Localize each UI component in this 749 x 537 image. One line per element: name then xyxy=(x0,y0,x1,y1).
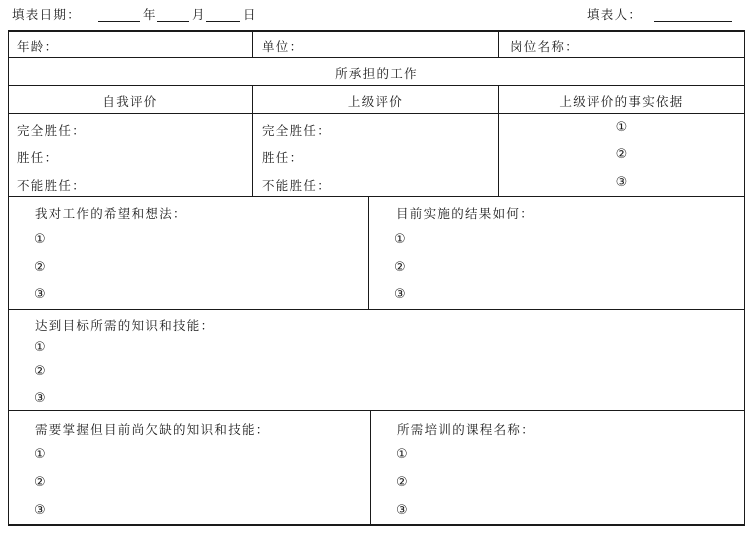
skills-lacking-item[interactable]: ③ xyxy=(34,503,46,518)
divider xyxy=(368,196,369,310)
superior-eval-competent[interactable]: 胜任： xyxy=(262,150,304,165)
day-blank[interactable] xyxy=(206,21,240,22)
training-item[interactable]: ① xyxy=(396,447,408,462)
month-label: 月 xyxy=(192,7,206,22)
skills-needed-title: 达到目标所需的知识和技能： xyxy=(35,318,215,333)
table-bottom-border xyxy=(8,524,745,526)
results-item[interactable]: ③ xyxy=(394,287,406,302)
basis-item[interactable]: ③ xyxy=(615,175,628,190)
skills-lacking-item[interactable]: ② xyxy=(34,475,46,490)
table-right-border xyxy=(744,30,745,526)
superior-eval-fully-competent[interactable]: 完全胜任： xyxy=(262,123,332,138)
results-item[interactable]: ② xyxy=(394,260,406,275)
hopes-item[interactable]: ② xyxy=(34,260,46,275)
training-title: 所需培训的课程名称： xyxy=(397,422,536,437)
hopes-title: 我对工作的希望和想法： xyxy=(35,206,187,221)
self-eval-header: 自我评价 xyxy=(102,94,158,109)
self-eval-not-competent[interactable]: 不能胜任： xyxy=(17,178,87,193)
work-section-title: 所承担的工作 xyxy=(335,66,418,81)
training-item[interactable]: ③ xyxy=(396,503,408,518)
superior-eval-not-competent[interactable]: 不能胜任： xyxy=(262,178,332,193)
date-label: 填表日期： xyxy=(12,7,82,22)
divider xyxy=(370,410,371,525)
filler-blank[interactable] xyxy=(654,21,732,22)
hopes-item[interactable]: ③ xyxy=(34,287,46,302)
divider xyxy=(252,30,253,58)
divider xyxy=(8,85,745,86)
skills-lacking-item[interactable]: ① xyxy=(34,447,46,462)
position-field[interactable]: 岗位名称： xyxy=(510,39,580,54)
table-top-border xyxy=(8,30,745,32)
hopes-item[interactable]: ① xyxy=(34,232,46,247)
skills-needed-item[interactable]: ③ xyxy=(34,391,46,406)
results-title: 目前实施的结果如何： xyxy=(396,206,535,221)
self-eval-competent[interactable]: 胜任： xyxy=(17,150,59,165)
divider xyxy=(8,57,745,58)
skills-needed-item[interactable]: ① xyxy=(34,340,46,355)
superior-eval-header: 上级评价 xyxy=(347,94,404,109)
skills-lacking-title: 需要掌握但目前尚欠缺的知识和技能： xyxy=(35,422,270,437)
divider xyxy=(8,196,745,197)
training-item[interactable]: ② xyxy=(396,475,408,490)
divider xyxy=(498,30,499,58)
basis-item[interactable]: ② xyxy=(615,147,628,162)
divider xyxy=(8,113,745,114)
year-blank[interactable] xyxy=(98,21,140,22)
results-item[interactable]: ① xyxy=(394,232,406,247)
filler-label: 填表人： xyxy=(587,7,643,22)
basis-item[interactable]: ① xyxy=(615,120,628,135)
divider xyxy=(8,410,745,411)
year-label: 年 xyxy=(143,7,157,22)
self-eval-fully-competent[interactable]: 完全胜任： xyxy=(17,123,87,138)
unit-field[interactable]: 单位： xyxy=(262,39,304,54)
age-field[interactable]: 年龄： xyxy=(17,39,59,54)
superior-basis-header: 上级评价的事实依据 xyxy=(559,94,684,109)
month-blank[interactable] xyxy=(157,21,189,22)
skills-needed-item[interactable]: ② xyxy=(34,364,46,379)
day-label: 日 xyxy=(243,7,257,22)
divider xyxy=(8,309,745,310)
